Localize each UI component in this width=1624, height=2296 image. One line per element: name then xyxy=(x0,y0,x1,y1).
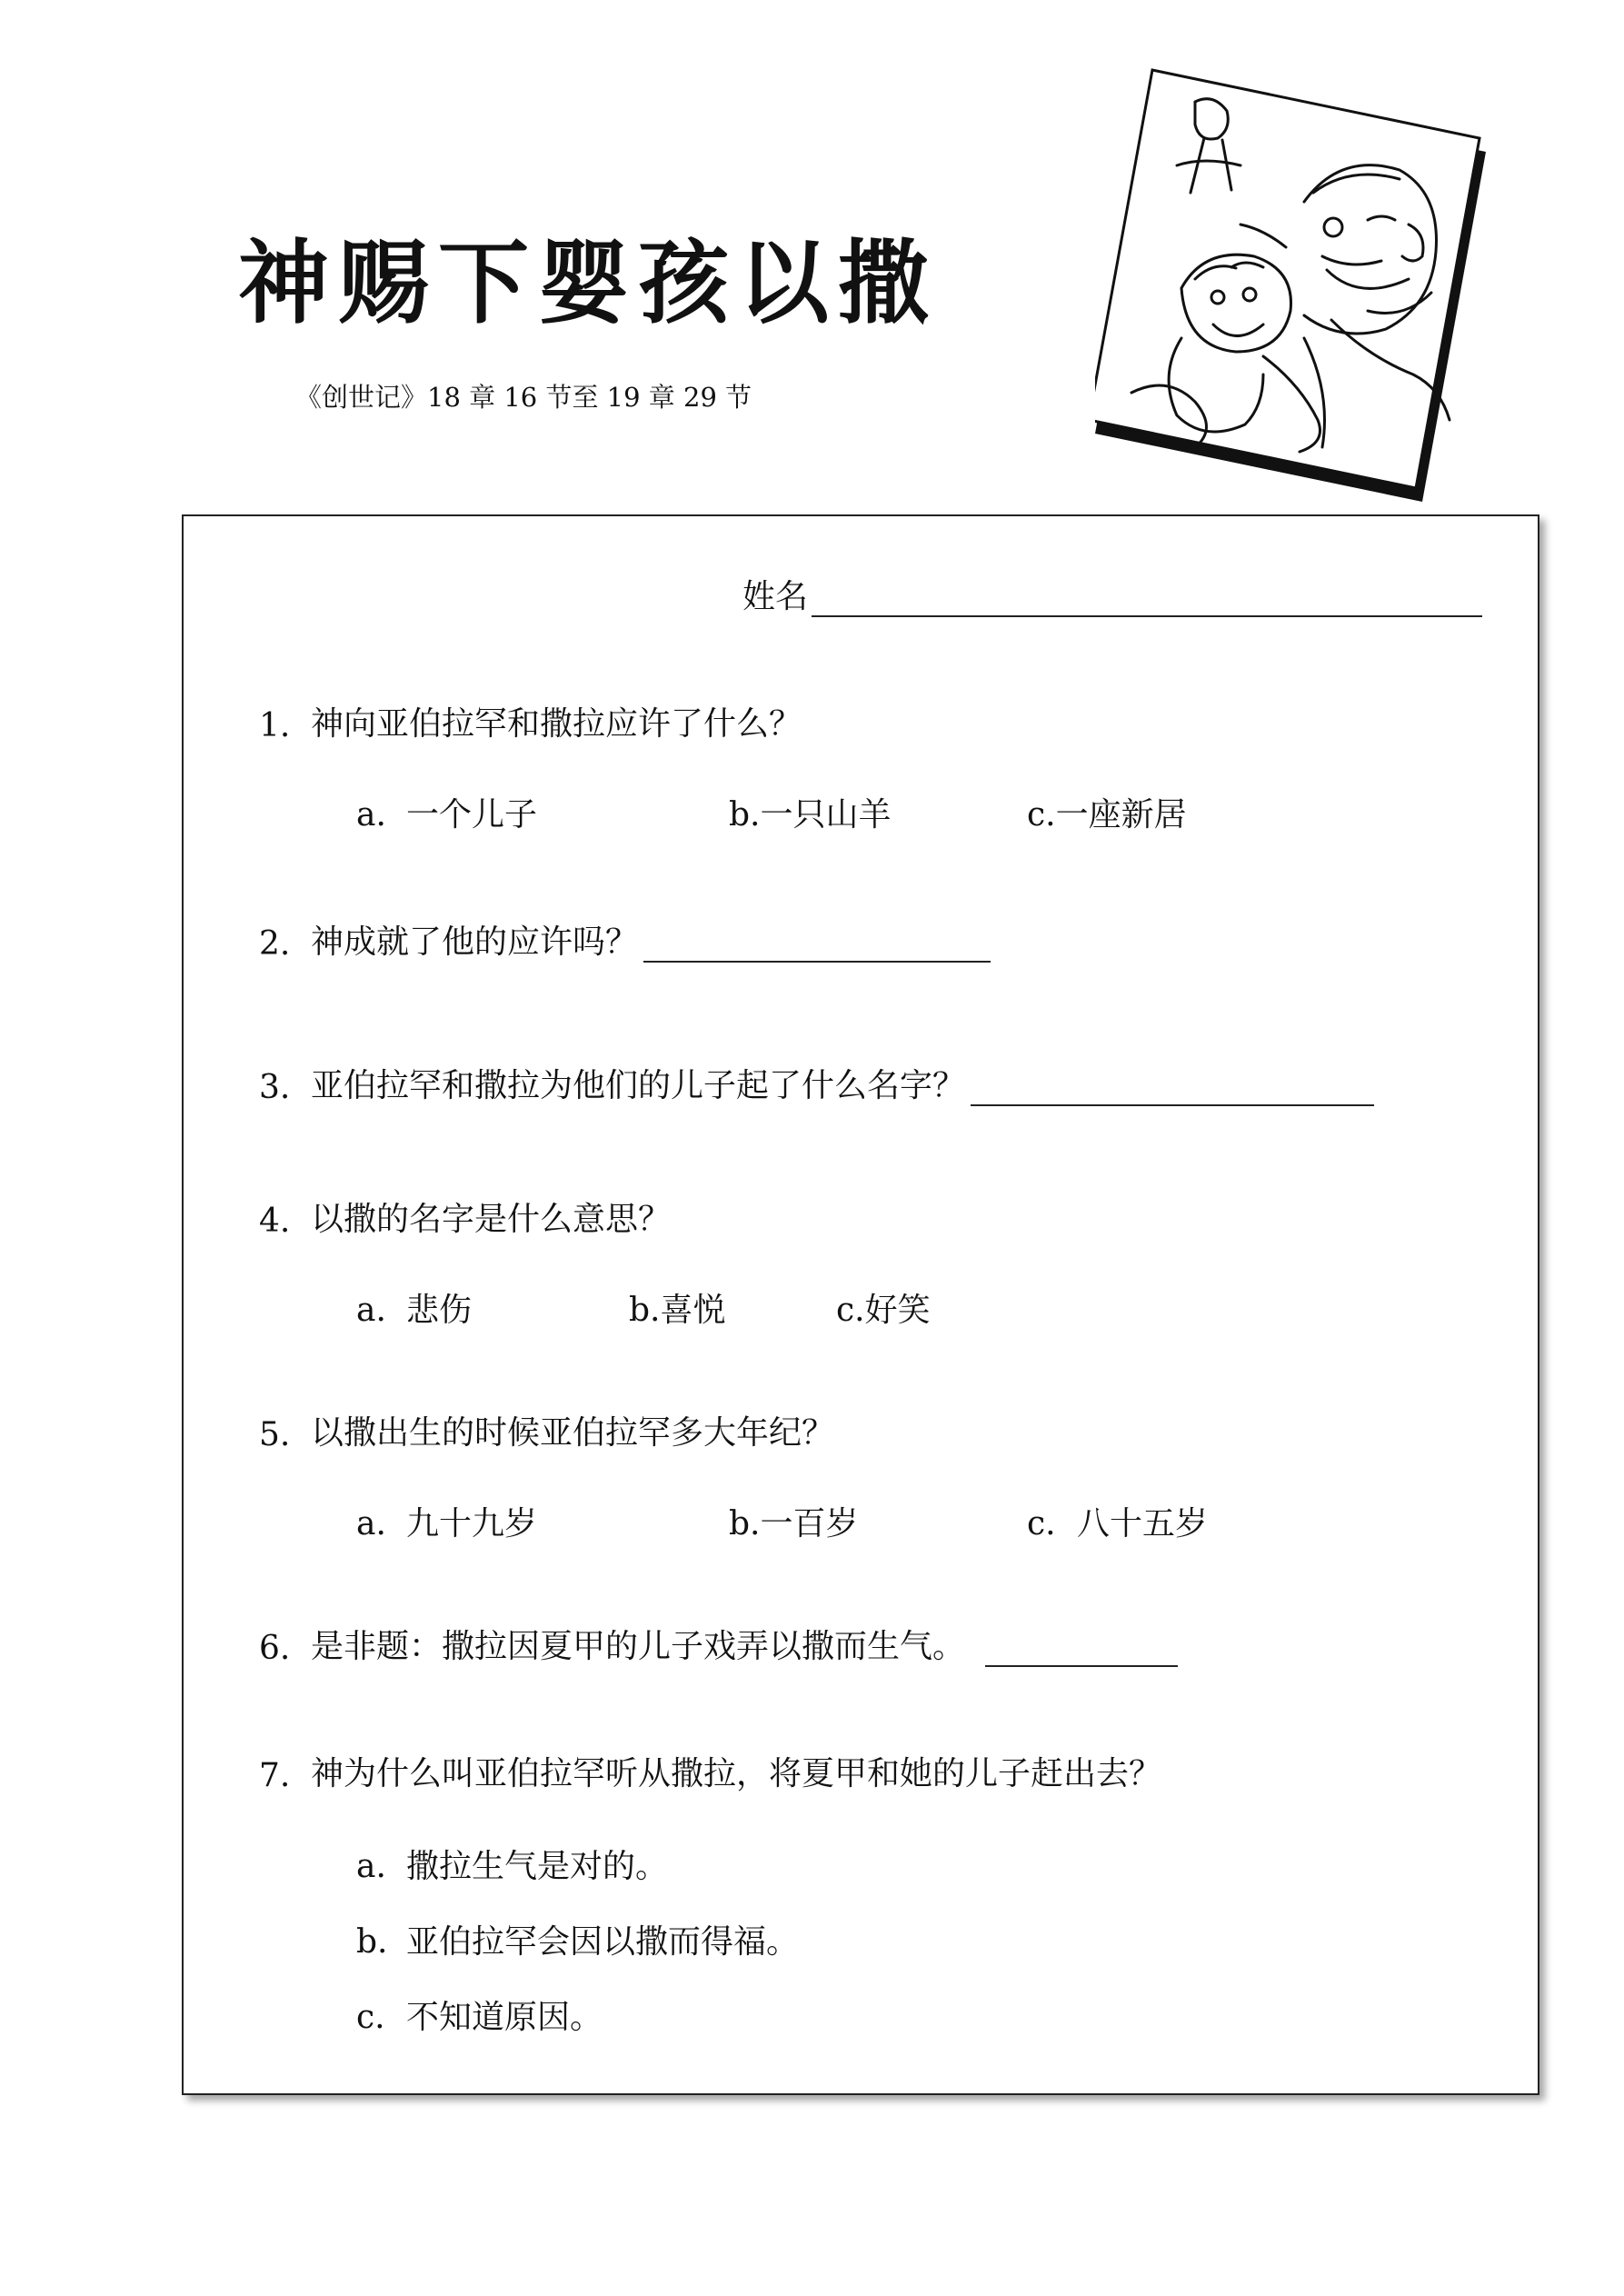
question-number: 5. xyxy=(259,1416,291,1453)
worksheet-panel xyxy=(182,514,1539,2095)
answer-blank[interactable] xyxy=(985,1632,1178,1667)
question-7 xyxy=(259,1748,1161,1794)
q4-option-c[interactable]: c.好笑 xyxy=(836,1292,931,1329)
q5-option-a[interactable]: a. 九十九岁 xyxy=(356,1505,538,1542)
question-number: 4. xyxy=(259,1203,291,1240)
question-1 xyxy=(259,698,802,744)
q5-option-c[interactable]: c. 八十五岁 xyxy=(1027,1505,1209,1542)
question-number: 6. xyxy=(259,1630,291,1667)
name-label: 姓名 xyxy=(742,578,809,615)
question-2 xyxy=(259,916,991,963)
page-title: 神赐下婴孩以撒 xyxy=(238,230,938,336)
name-field[interactable] xyxy=(742,571,1482,617)
answer-blank[interactable] xyxy=(643,928,991,963)
question-6 xyxy=(259,1621,1178,1667)
question-4 xyxy=(259,1193,671,1240)
answer-blank[interactable] xyxy=(971,1072,1374,1106)
q4-option-a[interactable]: a. 悲伤 xyxy=(356,1292,473,1329)
question-text: 是非题：撒拉因夏甲的儿子戏弄以撒而生气。 xyxy=(311,1628,966,1665)
question-text: 神向亚伯拉罕和撒拉应许了什么？ xyxy=(311,705,802,743)
q7-option-b[interactable]: b. 亚伯拉罕会因以撒而得福。 xyxy=(356,1923,800,1961)
q5-option-b[interactable]: b.一百岁 xyxy=(729,1505,859,1542)
q1-option-c[interactable]: c.一座新居 xyxy=(1027,796,1187,834)
question-text: 亚伯拉罕和撒拉为他们的儿子起了什么名字？ xyxy=(311,1067,966,1104)
name-blank[interactable] xyxy=(812,581,1482,617)
q1-option-a[interactable]: a. 一个儿子 xyxy=(356,796,538,834)
question-3 xyxy=(259,1060,1374,1106)
q7-option-a[interactable]: a. 撒拉生气是对的。 xyxy=(356,1848,669,1885)
q4-option-b[interactable]: b.喜悦 xyxy=(629,1292,726,1329)
question-number: 3. xyxy=(259,1069,291,1106)
question-text: 以撒出生的时候亚伯拉罕多大年纪？ xyxy=(311,1414,835,1452)
scripture-reference: 《创世记》18 章 16 节至 19 章 29 节 xyxy=(295,382,752,413)
illustration-old-man-holding-baby-icon xyxy=(1095,65,1486,502)
question-5 xyxy=(259,1407,834,1453)
question-number: 1. xyxy=(259,707,291,744)
q1-option-b[interactable]: b.一只山羊 xyxy=(729,796,892,834)
question-number: 7. xyxy=(259,1757,291,1794)
question-text: 以撒的名字是什么意思？ xyxy=(311,1201,672,1238)
question-text: 神为什么叫亚伯拉罕听从撒拉，将夏甲和她的儿子赶出去？ xyxy=(311,1755,1162,1792)
q7-option-c[interactable]: c. 不知道原因。 xyxy=(356,1999,603,2036)
question-number: 2. xyxy=(259,925,291,963)
question-text: 神成就了他的应许吗？ xyxy=(311,923,639,961)
